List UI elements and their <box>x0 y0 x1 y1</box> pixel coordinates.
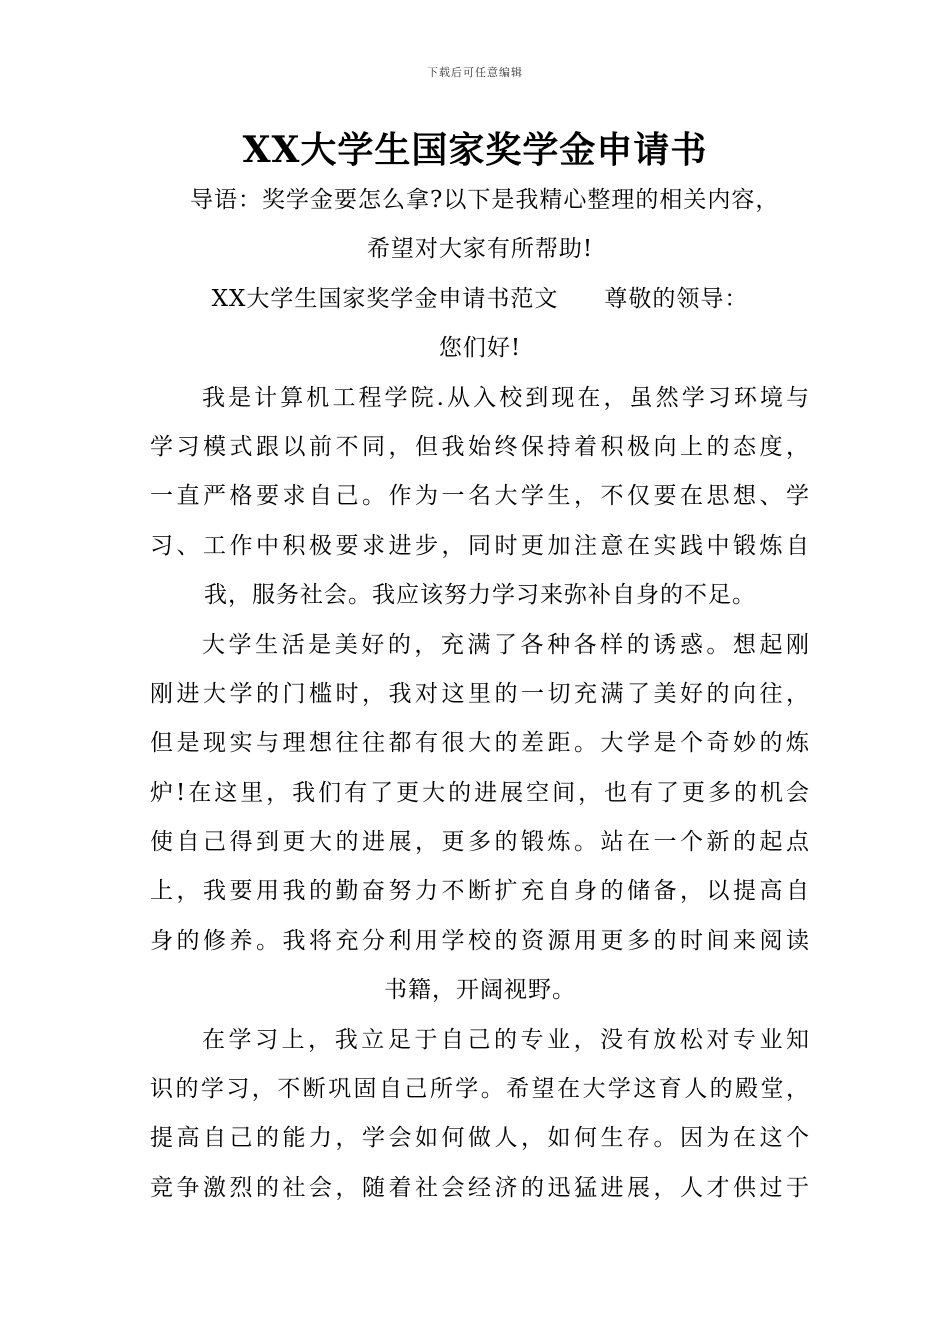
paragraph-2-line-6: 上，我要用我的勤奋努力不断扩充自身的储备，以提高自 <box>150 878 810 905</box>
paragraph-2-line-3: 但是现实与理想往往都有很大的差距。大学是个奇妙的炼 <box>150 730 810 757</box>
subtitle-doc-name: XX大学生国家奖学金申请书范文 <box>211 285 559 312</box>
header-note: 下载后可任意编辑 <box>427 66 523 79</box>
paragraph-1-line-4: 习、工作中积极要求进步，同时更加注意在实践中锻炼自 <box>150 532 810 559</box>
document-title: XX大学生国家奖学金申请书 <box>242 129 708 171</box>
paragraph-2-line-7: 身的修养。我将充分利用学校的资源用更多的时间来阅读 <box>150 927 810 954</box>
paragraph-3-line-4: 竞争激烈的社会，随着社会经济的迅猛进展，人才供过于 <box>150 1174 810 1201</box>
paragraph-2-line-5: 使自己得到更大的进展，更多的锻炼。站在一个新的起点 <box>150 829 810 856</box>
paragraph-3-line-1: 在学习上，我立足于自己的专业，没有放松对专业知 <box>202 1026 810 1053</box>
document-body <box>150 176 810 1213</box>
paragraph-1-line-1: 我是计算机工程学院.从入校到现在，虽然学习环境与 <box>202 384 810 411</box>
paragraph-1-line-3: 一直严格要求自己。作为一名大学生，不仅要在思想、学 <box>150 483 810 510</box>
paragraph-2-line-2: 刚进大学的门槛时，我对这里的一切充满了美好的向往， <box>150 680 810 707</box>
paragraph-3-line-3: 提高自己的能力，学会如何做人，如何生存。因为在这个 <box>150 1125 810 1152</box>
paragraph-1-line-5: 我，服务社会。我应该努力学习来弥补自身的不足。 <box>204 582 756 609</box>
intro-line-2: 希望对大家有所帮助! <box>366 236 594 263</box>
paragraph-2-line-8: 书籍，开阔视野。 <box>384 977 576 1004</box>
paragraph-2-line-4: 炉!在这里，我们有了更大的进展空间，也有了更多的机会 <box>150 779 810 806</box>
paragraph-1-line-2: 学习模式跟以前不同，但我始终保持着积极向上的态度， <box>150 433 810 460</box>
paragraph-3-line-2: 识的学习，不断巩固自己所学。希望在大学这育人的殿堂， <box>150 1076 810 1103</box>
subtitle-line <box>150 275 810 324</box>
paragraph-2-line-1: 大学生活是美好的，充满了各种各样的诱惑。想起刚 <box>202 631 810 658</box>
intro-line-1: 导语：奖学金要怎么拿?以下是我精心整理的相关内容， <box>190 187 780 213</box>
salutation: 尊敬的领导： <box>604 285 749 312</box>
greeting: 您们好! <box>438 335 522 362</box>
